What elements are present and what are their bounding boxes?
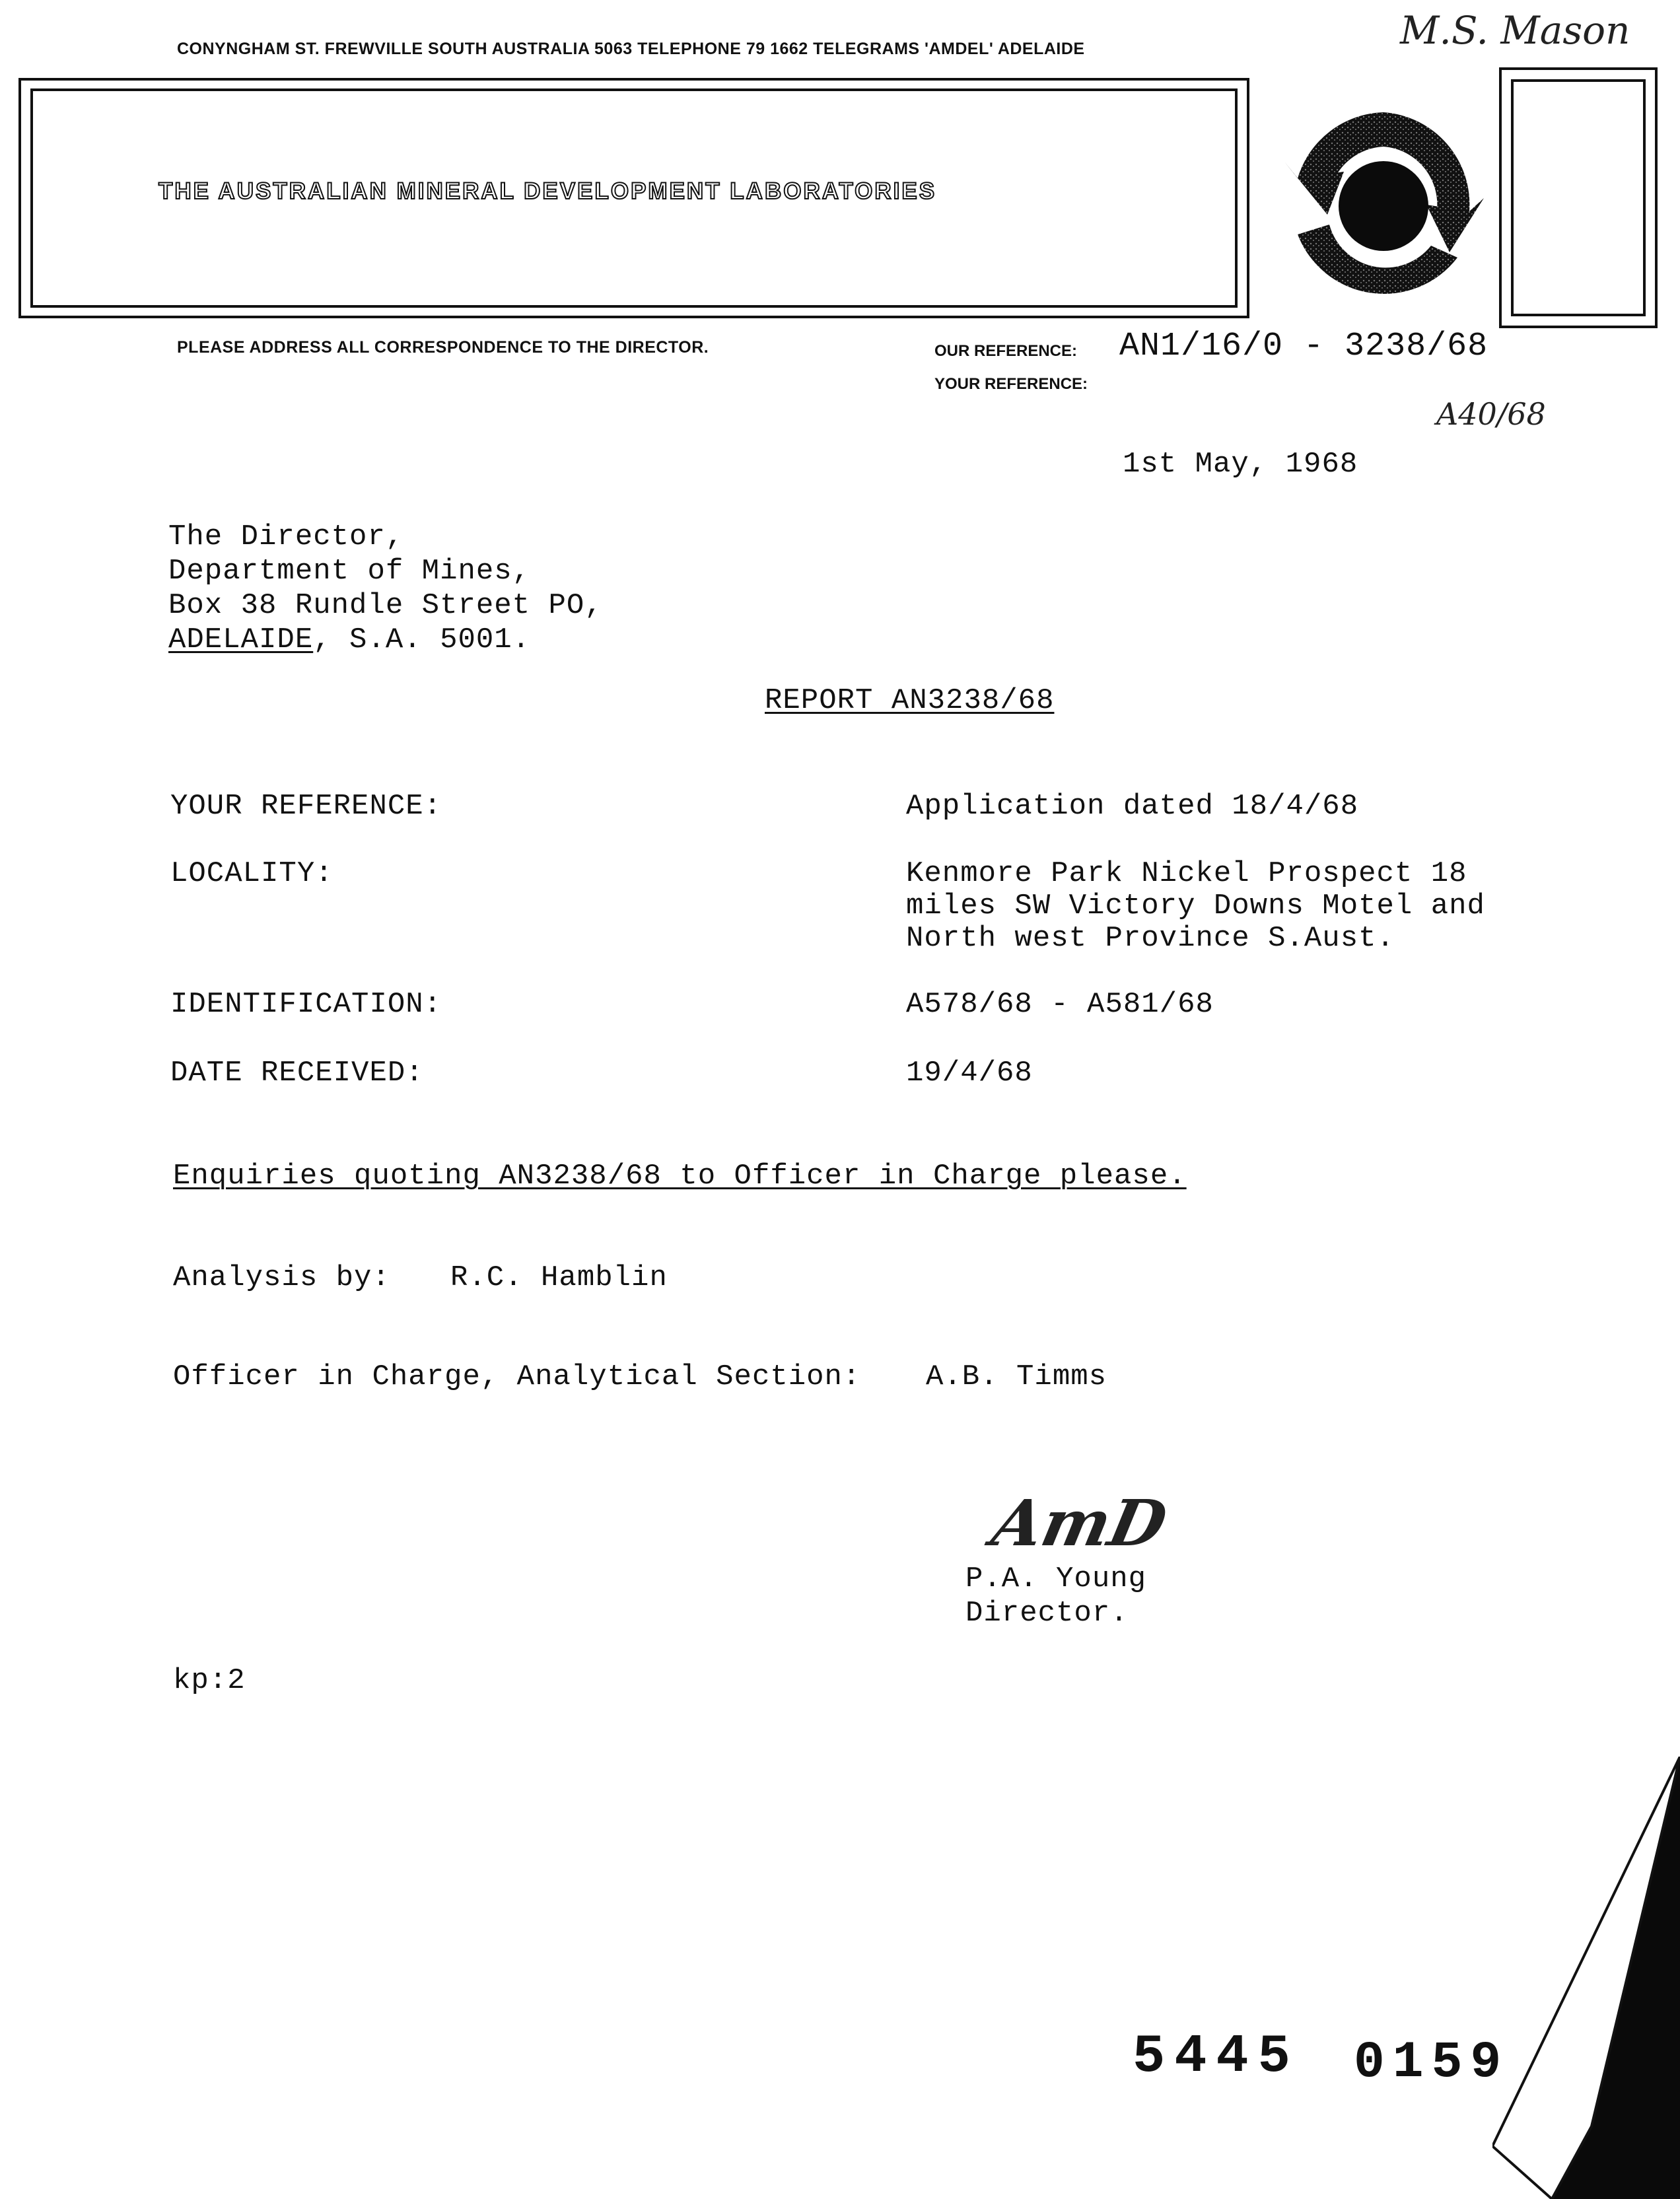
analysis-by-value: R.C. Hamblin xyxy=(450,1261,668,1294)
field-label-identification: IDENTIFICATION: xyxy=(170,988,442,1021)
field-label-locality: LOCALITY: xyxy=(170,857,333,890)
signatory-title: Director. xyxy=(965,1597,1129,1630)
organisation-name: THE AUSTRALIAN MINERAL DEVELOPMENT LABORATORIES xyxy=(158,178,937,204)
addressee-state-postcode: , S.A. 5001. xyxy=(313,623,531,656)
letter-date: 1st May, 1968 xyxy=(1123,448,1358,481)
typist-reference: kp:2 xyxy=(173,1664,246,1697)
field-value-date-received: 19/4/68 xyxy=(906,1057,1033,1090)
handwritten-reference: A40/68 xyxy=(1436,396,1546,432)
our-reference-value: AN1/16/0 - 3238/68 xyxy=(1119,328,1488,365)
director-signature: AmD xyxy=(985,1486,1173,1560)
field-value-locality-line-3: North west Province S.Aust. xyxy=(906,922,1395,955)
field-value-your-reference: Application dated 18/4/68 xyxy=(906,790,1359,823)
enquiries-note: Enquiries quoting AN3238/68 to Officer in Charge please. xyxy=(173,1160,1187,1193)
correspondence-note: PLEASE ADDRESS ALL CORRESPONDENCE TO THE DIRECTOR. xyxy=(177,338,709,357)
stamp-number-left: 5445 xyxy=(1133,2026,1300,2087)
addressee-line-2: Department of Mines, xyxy=(168,555,531,588)
stamp-frame xyxy=(1499,67,1658,328)
field-value-locality-line-2: miles SW Victory Downs Motel and xyxy=(906,890,1485,923)
officer-in-charge-value: A.B. Timms xyxy=(926,1360,1107,1393)
amdel-logo-icon xyxy=(1278,99,1489,310)
folded-page-corner xyxy=(1492,1757,1680,2199)
signatory-name: P.A. Young xyxy=(965,1562,1147,1595)
your-reference-label: YOUR REFERENCE: xyxy=(934,375,1088,393)
field-label-date-received: DATE RECEIVED: xyxy=(170,1057,424,1090)
letterhead-address: CONYNGHAM ST. FREWVILLE SOUTH AUSTRALIA 5063 TELEPHONE 79 1662 TELEGRAMS 'AMDEL' ADELAIDE xyxy=(177,40,1085,58)
report-title: REPORT AN3238/68 xyxy=(765,684,1055,717)
addressee-line-3: Box 38 Rundle Street PO, xyxy=(168,589,603,622)
addressee-line-1: The Director, xyxy=(168,520,404,553)
addressee-city-line xyxy=(168,623,530,656)
our-reference-label: OUR REFERENCE: xyxy=(934,342,1078,360)
addressee-city: ADELAIDE xyxy=(168,623,314,656)
field-value-locality-line-1: Kenmore Park Nickel Prospect 18 xyxy=(906,857,1467,890)
analysis-by-label: Analysis by: xyxy=(173,1261,390,1294)
stamp-number-right: 0159 xyxy=(1354,2034,1510,2092)
handwritten-name: M.S. Mason xyxy=(1400,8,1630,53)
field-value-identification: A578/68 - A581/68 xyxy=(906,988,1214,1021)
officer-in-charge-label: Officer in Charge, Analytical Section: xyxy=(173,1360,861,1393)
field-label-your-reference: YOUR REFERENCE: xyxy=(170,790,442,823)
